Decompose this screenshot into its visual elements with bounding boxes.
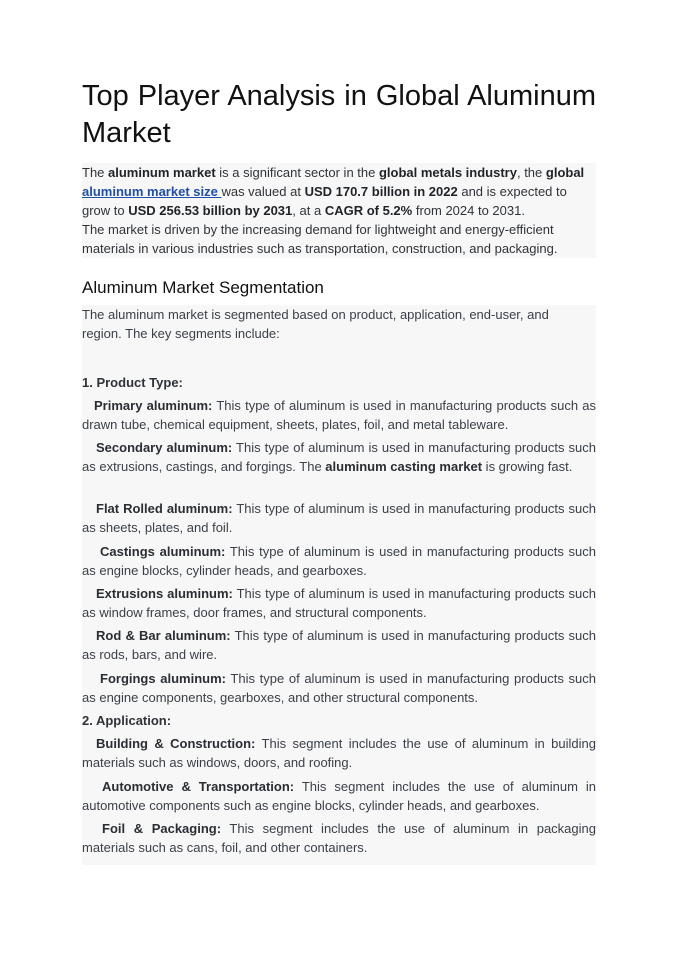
application-heading: 2. Application: — [82, 713, 172, 728]
intro-text: from 2024 to 2031. — [412, 203, 525, 218]
list-item — [82, 584, 596, 622]
intro-bold-term: global — [545, 165, 585, 180]
list-item — [82, 499, 596, 537]
item-text: This type of aluminum is used in manufacturing products such as extrusions, castings, and forgings. The — [82, 440, 597, 474]
casting-market-term: aluminum casting market — [325, 459, 483, 474]
intro-paragraph-2: The market is driven by the increasing demand for lightweight and energy-efficient materials in various industries such as transportation, construction, and packaging. — [82, 222, 558, 256]
item-text: This segment includes the use of aluminum in automotive components such as engine blocks, cylinder heads, and gearboxes. — [82, 779, 597, 813]
list-item — [82, 542, 596, 580]
segmentation-heading: Aluminum Market Segmentation — [82, 278, 324, 297]
intro-bold-term: global metals industry — [378, 165, 517, 180]
item-text: This segment includes the use of aluminum in building materials such as windows, doors, and roofing. — [82, 736, 596, 770]
item-text: This type of aluminum is used in manufacturing products such as drawn tube, chemical equipment, sheets, plates, foil, and metal tableware. — [82, 398, 596, 432]
intro-text: , the — [516, 165, 546, 180]
item-text: This type of aluminum is used in manufacturing products such as rods, bars, and wire. — [82, 628, 596, 662]
intro-bold-value: CAGR of 5.2% — [324, 203, 413, 218]
list-item — [82, 396, 596, 434]
intro-bold-value: USD 170.7 billion in 2022 — [304, 184, 458, 199]
intro-text: , at a — [292, 203, 325, 218]
market-size-link[interactable]: aluminum market size — [82, 184, 222, 199]
item-label: Secondary aluminum: — [96, 440, 233, 455]
item-label: Forgings aluminum: — [100, 671, 226, 686]
item-text: is growing fast. — [482, 459, 573, 474]
item-label: Castings aluminum: — [100, 544, 226, 559]
intro-bold-term: aluminum market — [108, 165, 216, 180]
list-item — [82, 438, 596, 476]
intro-text: was valued at — [221, 184, 305, 199]
item-text: This type of aluminum is used in manufacturing products such as engine components, gearboxes, and other structural components. — [82, 671, 596, 705]
list-item — [82, 777, 596, 815]
list-item — [82, 669, 596, 707]
intro-text: is a significant sector in the — [215, 165, 379, 180]
item-label: Flat Rolled aluminum: — [96, 501, 233, 516]
list-item — [82, 626, 596, 664]
item-label: Rod & Bar aluminum: — [96, 628, 231, 643]
item-label: Primary aluminum: — [94, 398, 213, 413]
intro-text: The — [82, 165, 109, 180]
page-title: Top Player Analysis in Global Aluminum Market — [82, 80, 596, 149]
intro-paragraph-1 — [82, 163, 596, 220]
item-label: Automotive & Transportation: — [102, 779, 295, 794]
intro-text: and is expected to grow to — [82, 184, 567, 218]
intro-bold-value: USD 256.53 billion by 2031 — [128, 203, 293, 218]
item-text: This type of aluminum is used in manufacturing products such as window frames, door frames, and structural components. — [82, 586, 596, 620]
item-label: Extrusions aluminum: — [96, 586, 233, 601]
item-label: Foil & Packaging: — [102, 821, 222, 836]
segmentation-intro: The aluminum market is segmented based on product, application, end-user, and region. The key segments include: — [82, 307, 549, 341]
list-item — [82, 734, 596, 772]
intro-section — [82, 163, 596, 258]
item-label: Building & Construction: — [96, 736, 256, 751]
item-text: This type of aluminum is used in manufacturing products such as engine blocks, cylinder heads, and gearboxes. — [82, 544, 596, 578]
item-text: This segment includes the use of aluminum in packaging materials such as cans, foil, and other containers. — [82, 821, 596, 855]
product-type-heading: 1. Product Type: — [82, 375, 183, 390]
list-item — [82, 819, 596, 857]
item-text: This type of aluminum is used in manufacturing products such as sheets, plates, and foil. — [82, 501, 596, 535]
